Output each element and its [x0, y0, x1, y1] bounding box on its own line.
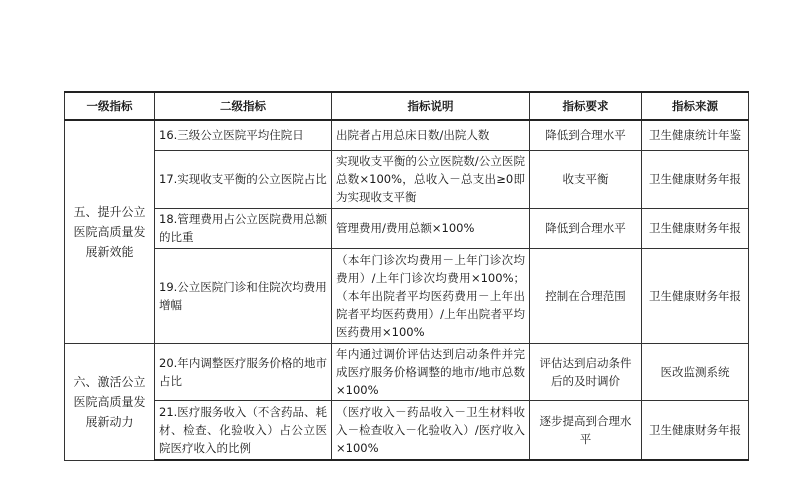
indicator-requirement: 收支平衡	[530, 150, 642, 208]
header-description: 指标说明	[332, 92, 530, 120]
indicator-requirement: 评估达到启动条件后的及时调价	[530, 343, 642, 400]
level2-indicator: 17.实现收支平衡的公立医院占比	[155, 150, 332, 208]
indicator-description: 年内通过调价评估达到启动条件并完成医疗服务价格调整的地市/地市总数×100%	[332, 343, 530, 400]
indicator-source: 卫生健康财务年报	[642, 400, 749, 460]
indicator-description: 出院者占用总床日数/出院人数	[332, 120, 530, 150]
indicator-description: 实现收支平衡的公立医院数/公立医院总数×100%，总收入－总支出≥0即为实现收支平衡	[332, 150, 530, 208]
level2-indicator: 16.三级公立医院平均住院日	[155, 120, 332, 150]
indicator-requirement: 降低到合理水平	[530, 208, 642, 248]
table-row	[65, 120, 749, 150]
level2-indicator: 18.管理费用占公立医院费用总额的比重	[155, 208, 332, 248]
header-level1: 一级指标	[65, 92, 155, 120]
level1-indicator-group6: 六、激活公立医院高质量发展新动力	[65, 343, 155, 460]
table-row	[65, 248, 749, 343]
indicator-description: （医疗收入－药品收入－卫生材料收入－检查收入－化验收入）/医疗收入×100%	[332, 400, 530, 460]
table-header-row	[65, 92, 749, 120]
indicator-source: 卫生健康财务年报	[642, 208, 749, 248]
indicator-requirement: 降低到合理水平	[530, 120, 642, 150]
table-row	[65, 400, 749, 460]
indicator-source: 医改监测系统	[642, 343, 749, 400]
indicator-table	[64, 91, 749, 461]
indicator-source: 卫生健康统计年鉴	[642, 120, 749, 150]
table-row	[65, 343, 749, 400]
table-row	[65, 150, 749, 208]
header-requirement: 指标要求	[530, 92, 642, 120]
indicator-requirement: 控制在合理范围	[530, 248, 642, 343]
table-row	[65, 208, 749, 248]
indicator-description: 管理费用/费用总额×100%	[332, 208, 530, 248]
header-level2: 二级指标	[155, 92, 332, 120]
indicator-requirement: 逐步提高到合理水平	[530, 400, 642, 460]
header-source: 指标来源	[642, 92, 749, 120]
level2-indicator: 20.年内调整医疗服务价格的地市占比	[155, 343, 332, 400]
indicator-source: 卫生健康财务年报	[642, 150, 749, 208]
level2-indicator: 19.公立医院门诊和住院次均费用增幅	[155, 248, 332, 343]
level1-indicator-group5: 五、提升公立医院高质量发展新效能	[65, 120, 155, 343]
indicator-description: （本年门诊次均费用－上年门诊次均费用）/上年门诊次均费用×100%；（本年出院者平均医药费用－上年出院者平均医药费用）/上年出院者平均医药费用×100%	[332, 248, 530, 343]
level2-indicator: 21.医疗服务收入（不含药品、耗材、检查、化验收入）占公立医院医疗收入的比例	[155, 400, 332, 460]
indicator-source: 卫生健康财务年报	[642, 248, 749, 343]
